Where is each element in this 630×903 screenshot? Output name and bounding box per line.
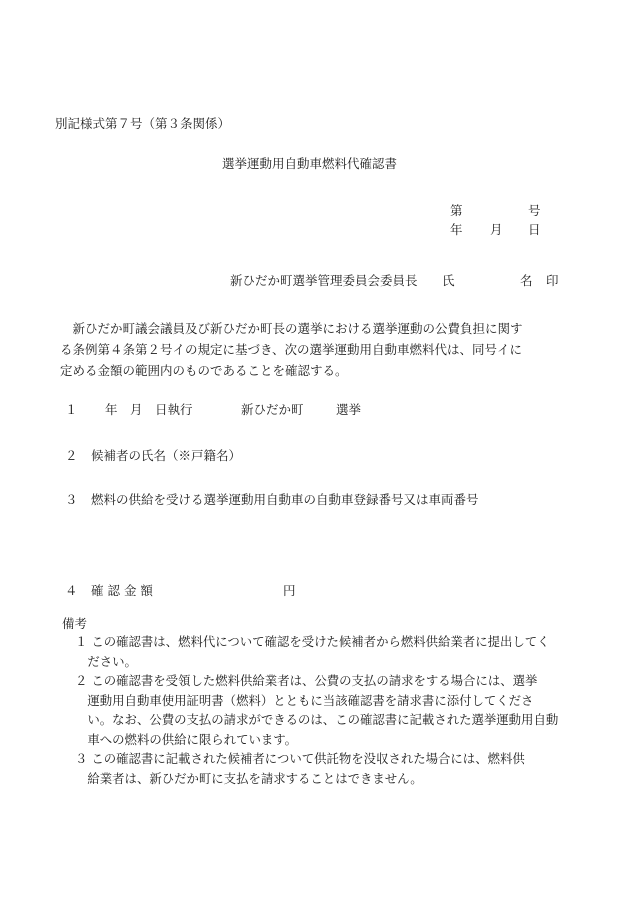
body-line: る条例第４条第２号イの規定に基づき、次の選挙運動用自動車燃料代は、同号イに [60, 342, 523, 357]
date-year: 年 [450, 222, 463, 237]
item-1-month: 月 [130, 402, 143, 417]
note-line: い。なお、公費の支払の請求ができるのは、この確認書に記載された選挙運動用自動 [75, 712, 559, 727]
note-line: ２ この確認書を受領した燃料供給業者は、公費の支払の請求をする場合には、選挙 [75, 673, 538, 688]
issuer-name-label-2: 名 [520, 273, 533, 288]
item-1-election: 選挙 [336, 402, 362, 417]
issuer-name-label-1: 氏 [442, 273, 455, 288]
note-line: 車への燃料の供給に限られています。 [75, 731, 298, 747]
item-2-number: ２ [65, 448, 78, 463]
note-line: ３ この確認書に記載された候補者について供託物を没収された場合には、燃料供 [75, 751, 525, 766]
form-label: 別記様式第７号（第３条関係） [55, 116, 231, 131]
notes-heading: 備考 [62, 616, 88, 631]
number-prefix: 第 [450, 203, 463, 218]
note-line: 給業者は、新ひだか町に支払を請求することはできません。 [75, 770, 423, 786]
issuer-title: 新ひだか町選挙管理委員会委員長 [230, 273, 418, 288]
note-line: 運動用自動車使用証明書（燃料）とともに当該確認書を請求書に添付してくださ [75, 692, 534, 708]
notes-list [75, 632, 558, 788]
document-title: 選挙運動用自動車燃料代確認書 [222, 156, 398, 171]
body-line: 新ひだか町議会議員及び新ひだか町長の選挙における選挙運動の公費負担に関す [60, 321, 523, 336]
body-line: 定める金額の範囲内のものであることを確認する。 [60, 363, 348, 378]
note-line: ださい。 [75, 653, 137, 669]
date-month: 月 [490, 222, 503, 237]
item-4-number: ４ [65, 583, 78, 598]
item-3-label: 燃料の供給を受ける選挙運動用自動車の自動車登録番号又は車両番号 [91, 492, 479, 507]
number-suffix: 号 [528, 203, 541, 218]
item-1-number: １ [65, 402, 78, 417]
item-1-town: 新ひだか町 [241, 402, 304, 417]
item-2-label: 候補者の氏名（※戸籍名） [91, 448, 242, 463]
note-line: １ この確認書は、燃料代について確認を受けた候補者から燃料供給業者に提出してく [75, 634, 550, 649]
date-day: 日 [528, 222, 541, 237]
item-1-year: 年 [105, 402, 118, 417]
item-1-day: 日執行 [155, 402, 193, 417]
item-4-label: 確 認 金 額 [91, 583, 153, 598]
seal-mark: 印 [546, 273, 559, 288]
body-paragraph [60, 318, 523, 381]
item-4-unit: 円 [283, 583, 296, 598]
item-3-number: ３ [65, 492, 78, 507]
